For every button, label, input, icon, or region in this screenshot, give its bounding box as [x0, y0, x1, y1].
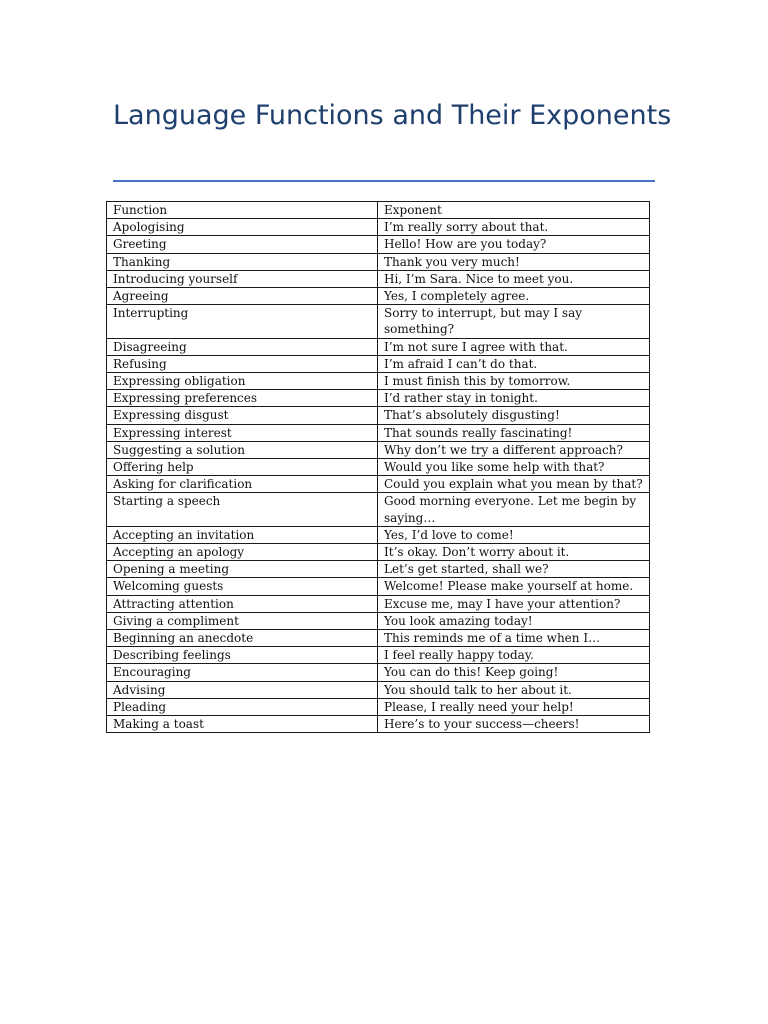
- function-cell: Interrupting: [107, 305, 378, 338]
- function-cell: Expressing interest: [107, 424, 378, 441]
- table-row: [107, 664, 650, 681]
- exponent-cell: You should talk to her about it.: [378, 681, 650, 698]
- exponent-cell: Please, I really need your help!: [378, 698, 650, 715]
- function-cell: Beginning an anecdote: [107, 630, 378, 647]
- exponent-cell: Yes, I’d love to come!: [378, 526, 650, 543]
- document-title: Language Functions and Their Exponents: [113, 100, 672, 131]
- table-row: [107, 390, 650, 407]
- table-row: [107, 407, 650, 424]
- title-underline: [113, 180, 655, 182]
- exponent-cell: Welcome! Please make yourself at home.: [378, 578, 650, 595]
- function-cell: Expressing obligation: [107, 373, 378, 390]
- exponent-cell: I feel really happy today.: [378, 647, 650, 664]
- function-cell: Attracting attention: [107, 595, 378, 612]
- exponent-cell: I’m really sorry about that.: [378, 219, 650, 236]
- table-row: [107, 561, 650, 578]
- function-cell: Expressing disgust: [107, 407, 378, 424]
- exponent-cell: Sorry to interrupt, but may I say something?: [378, 305, 650, 338]
- exponent-cell: I’m afraid I can’t do that.: [378, 355, 650, 372]
- function-cell: Disagreeing: [107, 338, 378, 355]
- function-cell: Welcoming guests: [107, 578, 378, 595]
- table-row: [107, 544, 650, 561]
- table-row: [107, 424, 650, 441]
- table-row: [107, 476, 650, 493]
- table-row: [107, 595, 650, 612]
- functions-table: [106, 201, 650, 733]
- exponent-cell: Excuse me, may I have your attention?: [378, 595, 650, 612]
- exponent-cell: This reminds me of a time when I…: [378, 630, 650, 647]
- table-row: [107, 459, 650, 476]
- table-row: [107, 681, 650, 698]
- table-row: [107, 219, 650, 236]
- function-cell: Describing feelings: [107, 647, 378, 664]
- function-cell: Advising: [107, 681, 378, 698]
- exponent-cell: Yes, I completely agree.: [378, 288, 650, 305]
- table-row: [107, 355, 650, 372]
- exponent-cell: Could you explain what you mean by that?: [378, 476, 650, 493]
- function-cell: Greeting: [107, 236, 378, 253]
- exponent-cell: You look amazing today!: [378, 612, 650, 629]
- exponent-cell: Thank you very much!: [378, 253, 650, 270]
- function-cell: Refusing: [107, 355, 378, 372]
- table-row: [107, 493, 650, 526]
- function-cell: Opening a meeting: [107, 561, 378, 578]
- table-row: [107, 612, 650, 629]
- table-row: [107, 578, 650, 595]
- exponent-cell: That sounds really fascinating!: [378, 424, 650, 441]
- exponent-cell: Let’s get started, shall we?: [378, 561, 650, 578]
- table-row: [107, 526, 650, 543]
- function-cell: Pleading: [107, 698, 378, 715]
- table-row: [107, 647, 650, 664]
- function-cell: Giving a compliment: [107, 612, 378, 629]
- exponent-cell: That’s absolutely disgusting!: [378, 407, 650, 424]
- exponent-cell: Would you like some help with that?: [378, 459, 650, 476]
- table-row: [107, 236, 650, 253]
- table-row: [107, 288, 650, 305]
- function-cell: Making a toast: [107, 716, 378, 733]
- function-cell: Expressing preferences: [107, 390, 378, 407]
- exponent-cell: Hello! How are you today?: [378, 236, 650, 253]
- exponent-cell: I’d rather stay in tonight.: [378, 390, 650, 407]
- function-cell: Offering help: [107, 459, 378, 476]
- exponent-cell: It’s okay. Don’t worry about it.: [378, 544, 650, 561]
- table-row: [107, 630, 650, 647]
- header-function: Function: [107, 202, 378, 219]
- exponent-cell: Hi, I’m Sara. Nice to meet you.: [378, 270, 650, 287]
- table-row: [107, 716, 650, 733]
- table-row: [107, 698, 650, 715]
- function-cell: Asking for clarification: [107, 476, 378, 493]
- function-cell: Accepting an invitation: [107, 526, 378, 543]
- table-row: [107, 373, 650, 390]
- header-exponent: Exponent: [378, 202, 650, 219]
- table-header-row: [107, 202, 650, 219]
- function-cell: Thanking: [107, 253, 378, 270]
- exponent-cell: Why don’t we try a different approach?: [378, 441, 650, 458]
- function-cell: Accepting an apology: [107, 544, 378, 561]
- exponent-cell: I’m not sure I agree with that.: [378, 338, 650, 355]
- exponent-cell: I must finish this by tomorrow.: [378, 373, 650, 390]
- table-row: [107, 270, 650, 287]
- function-cell: Agreeing: [107, 288, 378, 305]
- exponent-cell: Good morning everyone. Let me begin by saying…: [378, 493, 650, 526]
- function-cell: Apologising: [107, 219, 378, 236]
- table-row: [107, 305, 650, 338]
- function-cell: Encouraging: [107, 664, 378, 681]
- function-cell: Introducing yourself: [107, 270, 378, 287]
- exponent-cell: You can do this! Keep going!: [378, 664, 650, 681]
- table-row: [107, 338, 650, 355]
- table-body: [107, 219, 650, 733]
- function-cell: Starting a speech: [107, 493, 378, 526]
- table-row: [107, 253, 650, 270]
- exponent-cell: Here’s to your success—cheers!: [378, 716, 650, 733]
- function-cell: Suggesting a solution: [107, 441, 378, 458]
- table-row: [107, 441, 650, 458]
